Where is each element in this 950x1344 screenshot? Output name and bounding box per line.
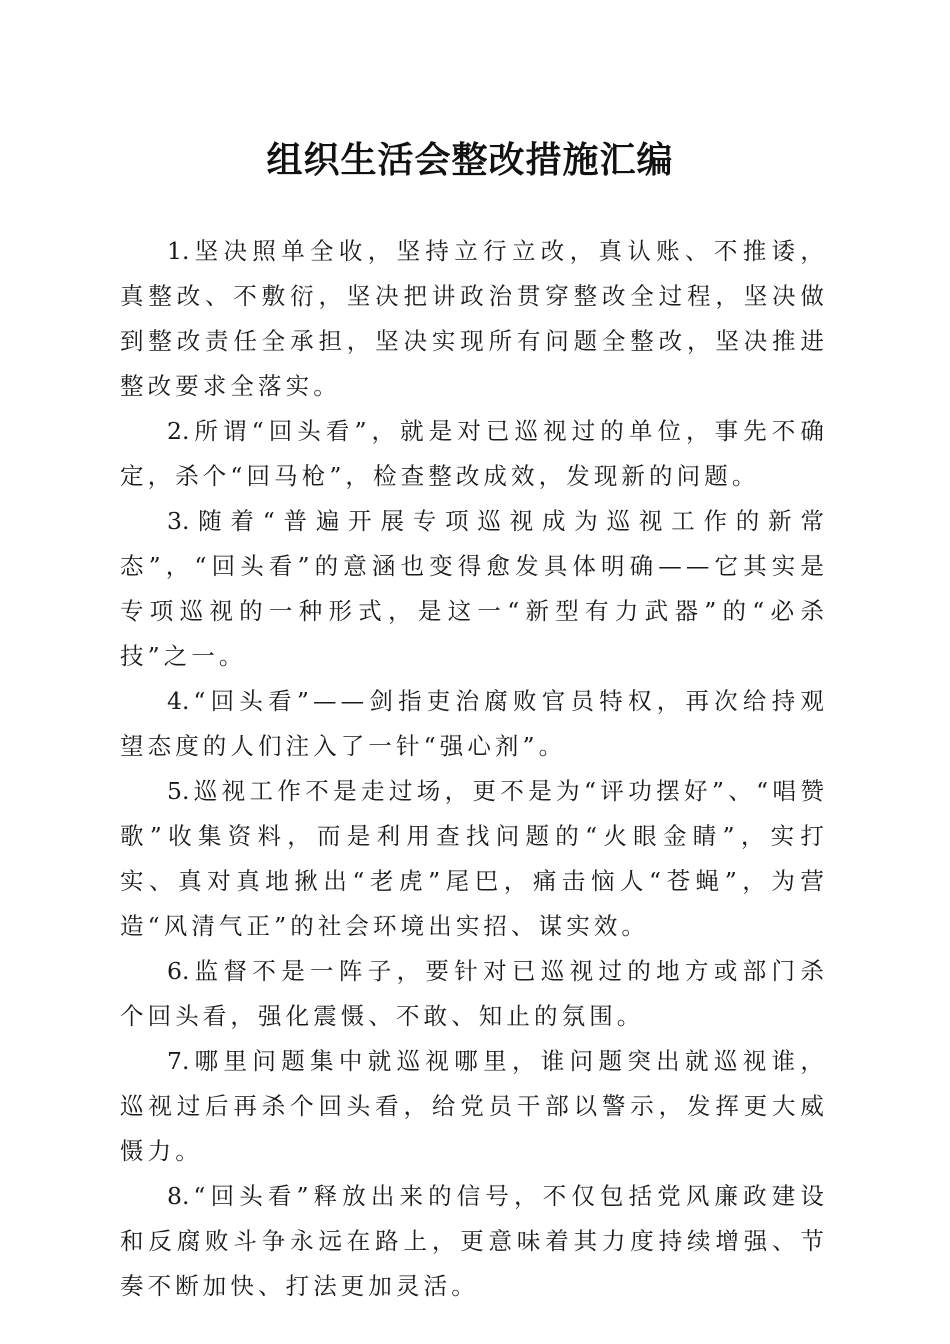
paragraph-text: “回头看”——剑指吏治腐败官员特权，再次给持观望态度的人们注入了一针“强心剂”。 xyxy=(120,687,828,760)
paragraph-number: 3. xyxy=(167,507,190,535)
document-body xyxy=(120,229,828,1309)
paragraph-3 xyxy=(120,499,828,679)
paragraph-number: 8. xyxy=(167,1182,190,1210)
paragraph-number: 6. xyxy=(167,957,190,985)
paragraph-5 xyxy=(120,769,828,949)
paragraph-number: 2. xyxy=(167,417,190,445)
paragraph-number: 1. xyxy=(167,237,190,265)
document-title: 组织生活会整改措施汇编 xyxy=(266,139,674,181)
paragraph-text: 坚决照单全收，坚持立行立改，真认账、不推诿，真整改、不敷衍，坚决把讲政治贯穿整改全过程，坚决做到整改责任全承担，坚决实现所有问题全整改，坚决推进整改要求全落实。 xyxy=(120,237,828,400)
paragraph-text: 监督不是一阵子，要针对已巡视过的地方或部门杀个回头看，强化震慑、不敢、知止的氛围。 xyxy=(120,957,828,1030)
paragraph-6 xyxy=(120,949,828,1039)
paragraph-number: 7. xyxy=(167,1047,190,1075)
paragraph-number: 4. xyxy=(167,687,190,715)
paragraph-1 xyxy=(120,229,828,409)
paragraph-number: 5. xyxy=(167,777,190,805)
paragraph-text: 所谓“回头看”，就是对已巡视过的单位，事先不确定，杀个“回马枪”，检查整改成效，发现新的问题。 xyxy=(120,417,828,490)
paragraph-7 xyxy=(120,1039,828,1174)
paragraph-4 xyxy=(120,679,828,769)
paragraph-text: 随着“普遍开展专项巡视成为巡视工作的新常态”，“回头看”的意涵也变得愈发具体明确——它其实是专项巡视的一种形式，是这一“新型有力武器”的“必杀技”之一。 xyxy=(120,507,828,670)
paragraph-text: “回头看”释放出来的信号，不仅包括党风廉政建设和反腐败斗争永远在路上，更意味着其力度持续增强、节奏不断加快、打法更加灵活。 xyxy=(120,1182,828,1300)
paragraph-8 xyxy=(120,1174,828,1309)
paragraph-2 xyxy=(120,409,828,499)
paragraph-text: 哪里问题集中就巡视哪里，谁问题突出就巡视谁，巡视过后再杀个回头看，给党员干部以警示，发挥更大威慑力。 xyxy=(120,1047,828,1165)
paragraph-text: 巡视工作不是走过场，更不是为“评功摆好”、“唱赞歌”收集资料，而是利用查找问题的“火眼金睛”，实打实、真对真地揪出“老虎”尾巴，痛击恼人“苍蝇”，为营造“风清气正”的社会环境出实招、谋实效。 xyxy=(120,777,828,940)
